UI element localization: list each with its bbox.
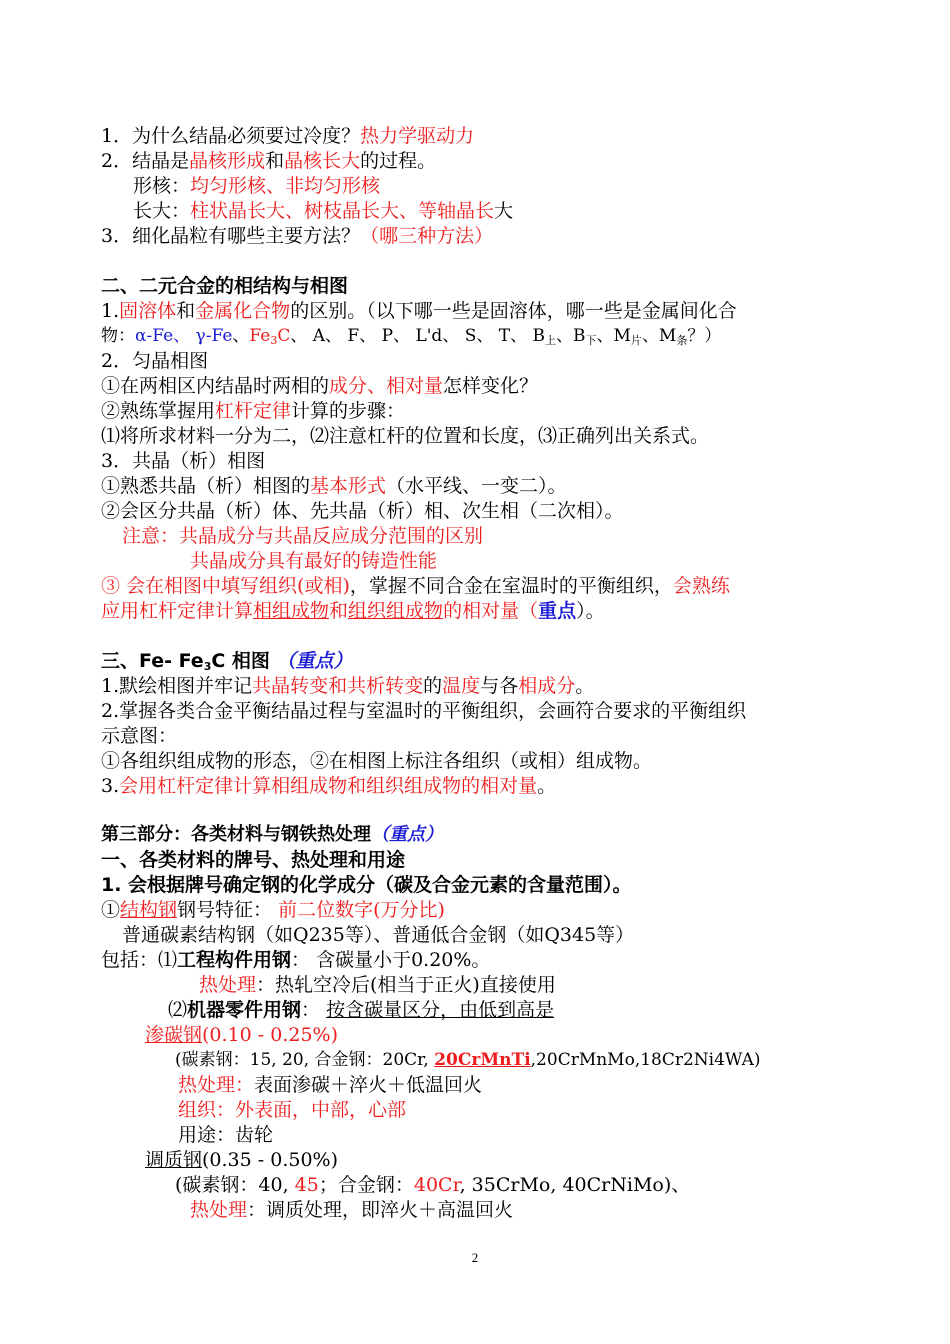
quenched-tempered-heat-treatment: 热处理：调质处理，即淬火＋高温回火 — [190, 1199, 514, 1221]
sec2-line-12: ③ 会在相图中填写组织(或相)，掌握不同合金在室温时的平衡组织，会熟练 — [101, 575, 730, 597]
note-line-2: 共晶成分具有最好的铸造性能 — [190, 550, 438, 572]
sec3-line-2: 2.掌握各类合金平衡结晶过程与室温时的平衡组织，会画符合要求的平衡组织 — [101, 700, 747, 722]
carburizing-heat-treatment: 热处理：表面渗碳＋淬火＋低温回火 — [178, 1074, 483, 1096]
carburizing-examples: (碳素钢：15, 20, 合金钢：20Cr, 20CrMnTi,20CrMnMo,18Cr2Ni4WA) — [175, 1050, 761, 1070]
sec2-line-4: ①在两相区内结晶时两相的成分、相对量怎样变化？ — [101, 375, 539, 397]
sec2-line-8: ①熟悉共晶（析）相图的基本形式（水平线、一变二）。 — [101, 475, 567, 497]
sec2-line-7: 3．共晶（析）相图 — [101, 450, 266, 472]
part3-line-3: 普通碳素结构钢（如Q235等）、普通低合金钢（如Q345等） — [122, 924, 635, 946]
carburizing-steel-line: 渗碳钢(0.10 - 0.25%) — [145, 1024, 339, 1046]
carburizing-structure: 组织：外表面，中部，心部 — [178, 1099, 407, 1121]
sec2-line-5: ②熟练掌握用杠杆定律计算的步骤： — [101, 400, 406, 422]
sec2-line-13: 应用杠杆定律计算相组成物和组织组成物的相对量（重点）。 — [101, 600, 605, 622]
sec3-line-3: 示意图： — [101, 725, 178, 747]
sec2-line-1: 1.固溶体和金属化合物的区别。（以下哪一些是固溶体，哪一些是金属间化合 — [101, 300, 737, 322]
sec3-line-1: 1.默绘相图并牢记共晶转变和共析转变的温度与各相成分。 — [101, 675, 595, 697]
sec2-line-3: 2．匀晶相图 — [101, 350, 209, 372]
part3-line-6: ⑵机器零件用钢： 按含碳量区分，由低到高是 — [168, 999, 555, 1021]
sec2-line-6: ⑴将所求材料一分为二，⑵注意杠杆的位置和长度，⑶正确列出关系式。 — [101, 425, 710, 447]
sec3-line-5: 3.会用杠杆定律计算相组成物和组织组成物的相对量。 — [101, 775, 557, 797]
sec2-line-9: ②会区分共晶（析）体、先共晶（析）相、次生相（二次相）。 — [101, 500, 624, 522]
part3-subtitle: 一、各类材料的牌号、热处理和用途 — [101, 849, 406, 871]
section2-title: 二、二元合金的相结构与相图 — [101, 275, 349, 297]
part3-line-4: 包括：⑴工程构件用钢： 含碳量小于0.20%。 — [101, 949, 491, 971]
growth-line: 长大：柱状晶长大、树枝晶长大、等轴晶长大 — [133, 200, 514, 222]
page-number: 2 — [471, 1250, 479, 1265]
crystallization-q3: 3．细化晶粒有哪些主要方法？（哪三种方法） — [101, 225, 494, 247]
crystallization-q2: 2．结晶是晶核形成和晶核长大的过程。 — [101, 150, 437, 172]
sec3-line-4: ①各组织组成物的形态，②在相图上标注各组织（或相）组成物。 — [101, 750, 653, 772]
part3-line-1: 1. 会根据牌号确定钢的化学成分（碳及合金元素的含量范围）。 — [101, 874, 632, 896]
note-line-1: 注意：共晶成分与共晶反应成分范围的区别 — [122, 525, 484, 547]
crystallization-q1: 1．为什么结晶必须要过冷度？热力学驱动力 — [101, 125, 475, 147]
part3-line-5: 热处理：热轧空冷后(相当于正火)直接使用 — [199, 974, 556, 996]
sec2-line-2: 物：α-Fe、 γ-Fe、$Fe_3C$、 A、 F、 P、 L'd、 S、 T、 $B_上$、$B_下$、$M_片$、$M_条$？） — [101, 326, 722, 347]
section3-title: 三、Fe- $Fe_3C$ 相图 （重点） — [101, 650, 353, 673]
part3-title: 第三部分：各类材料与钢铁热处理（重点） — [101, 824, 443, 845]
quenched-tempered-examples: (碳素钢：40, 45；合金钢：40Cr, 35CrMo, 40CrNiMo)、 — [175, 1174, 691, 1196]
quenched-tempered-steel-line: 调质钢(0.35 - 0.50%) — [145, 1149, 339, 1171]
part3-line-2: ①结构钢钢号特征： 前二位数字(万分比) — [101, 899, 445, 921]
carburizing-use: 用途：齿轮 — [178, 1124, 274, 1146]
nucleation-line: 形核：均匀形核、非均匀形核 — [133, 175, 381, 197]
